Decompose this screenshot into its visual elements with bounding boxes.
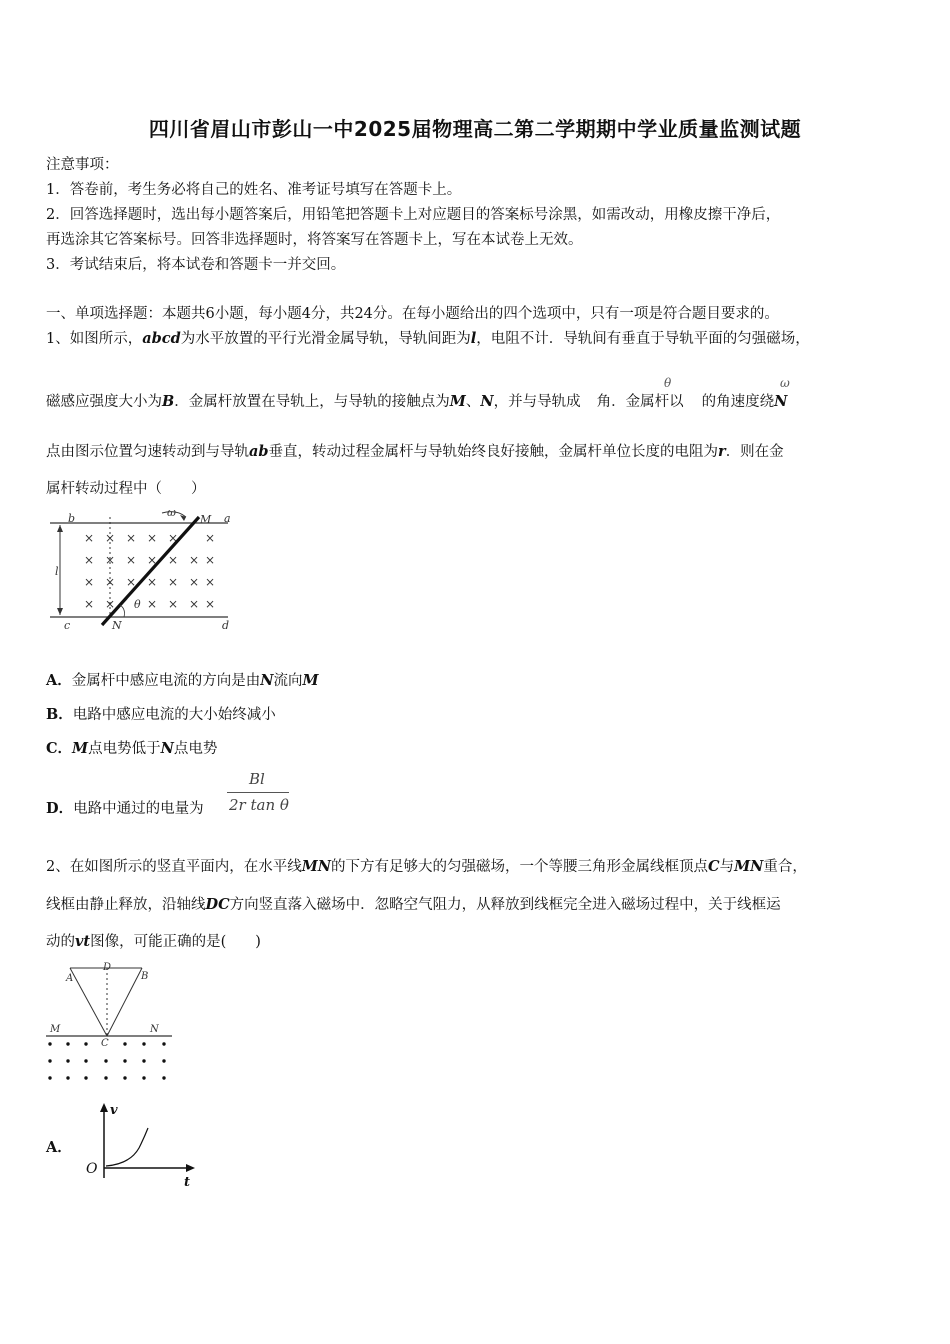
cross-mark: × — [105, 575, 116, 589]
field-dot — [48, 1059, 51, 1062]
label-N: N — [112, 619, 122, 632]
q1-option-a[interactable] — [46, 669, 319, 690]
q1-text: 垂直，转动过程金属杆与导轨始终良好接触，金属杆单位长度的电阻为 — [268, 444, 719, 460]
q1-text: 的角速度绕 — [701, 394, 775, 410]
q1-text: 为水平放置的平行光滑金属导轨，导轨间距为 — [180, 331, 471, 347]
q1-line-3 — [46, 440, 784, 461]
cross-mark: × — [168, 553, 179, 567]
option-label: C． — [46, 740, 73, 757]
q1-option-d[interactable] — [46, 797, 204, 818]
q2-text: 方向竖直落入磁场中．忽略空气阻力，从释放到线框完全进入磁场过程中，关于线框运 — [229, 897, 781, 913]
cross-mark: × — [105, 531, 116, 545]
label-l: l — [55, 565, 59, 578]
label-M: M — [50, 1024, 61, 1035]
q2-line-2 — [46, 893, 781, 914]
label-d: d — [222, 619, 230, 632]
theta-arc — [120, 605, 125, 617]
cross-mark: × — [205, 597, 216, 611]
q1-text: 、 — [465, 394, 481, 410]
label-t: t — [184, 1175, 191, 1190]
label-N: N — [150, 1024, 159, 1035]
section-heading: 一、单项选择题：本题共6小题，每小题4分，共24分。在每小题给出的四个选项中，只有一项是符合题目要求的。 — [46, 306, 779, 322]
q2-line-1 — [46, 855, 807, 876]
cross-mark: × — [84, 575, 95, 589]
q1-var: l — [470, 330, 477, 347]
notice-item-3: 3．考试结束后，将本试卷和答题卡一并交回。 — [46, 257, 346, 273]
cross-mark: × — [84, 531, 95, 545]
field-dot — [162, 1076, 165, 1079]
field-dot — [142, 1076, 145, 1079]
q2-var: MN — [734, 858, 764, 875]
field-dot — [66, 1076, 69, 1079]
q1-option-b[interactable] — [46, 703, 276, 724]
q1-var: r — [718, 443, 726, 460]
cross-mark: × — [84, 553, 95, 567]
cross-mark: × — [189, 575, 200, 589]
field-dot — [104, 1059, 107, 1062]
omega-symbol: ω — [780, 376, 790, 390]
triangle-left-edge — [70, 968, 107, 1036]
option-label: A． — [46, 1139, 72, 1156]
option-label: B． — [46, 706, 73, 723]
label-a: a — [224, 512, 231, 525]
field-dot — [162, 1042, 165, 1045]
q2-var: MN — [301, 858, 332, 875]
option-label: A． — [46, 672, 72, 689]
theta-symbol: θ — [664, 376, 672, 390]
field-dot — [48, 1076, 51, 1079]
cross-mark: × — [147, 553, 158, 567]
option-text: 点电势 — [173, 741, 218, 757]
q2-line-3 — [46, 930, 261, 951]
q1-text: 点由图示位置匀速转动到与导轨 — [46, 444, 249, 460]
label-D: D — [103, 962, 112, 973]
arrow-head-down — [57, 608, 63, 615]
option-text: 流向 — [273, 673, 303, 689]
cross-mark: × — [189, 597, 200, 611]
field-dot — [162, 1059, 165, 1062]
label-M: M — [200, 513, 212, 526]
label-theta: θ — [134, 598, 141, 611]
vt-curve — [106, 1128, 148, 1166]
cross-mark: × — [105, 553, 116, 567]
q1-text: 1、如图所示， — [46, 331, 143, 347]
cross-mark: × — [147, 575, 158, 589]
cross-mark: × — [126, 531, 137, 545]
label-b: b — [68, 512, 76, 525]
label-origin: O — [86, 1161, 98, 1177]
v-axis-arrow — [100, 1103, 108, 1112]
q2-text: 的下方有足够大的匀强磁场，一个等腰三角形金属线框顶点 — [331, 859, 709, 875]
q1-line-2 — [46, 390, 787, 411]
t-axis-arrow — [186, 1164, 195, 1172]
cross-mark: × — [105, 597, 116, 611]
cross-mark: × — [189, 553, 200, 567]
arrow-head-up — [57, 525, 63, 532]
triangle-right-edge — [107, 968, 142, 1036]
q1-var: N — [774, 393, 788, 410]
q2-text: 与 — [719, 859, 735, 875]
cross-mark: × — [147, 531, 158, 545]
option-text: 金属杆中感应电流的方向是由 — [71, 673, 261, 689]
cross-mark: × — [205, 531, 216, 545]
field-dot — [84, 1059, 87, 1062]
cross-mark: × — [168, 597, 179, 611]
label-v: v — [110, 1103, 118, 1118]
q2-text: 图像，可能正确的是( ) — [90, 934, 261, 950]
field-dot — [142, 1042, 145, 1045]
option-text: 电路中通过的电量为 — [73, 801, 204, 817]
field-dot — [123, 1076, 126, 1079]
option-var: N — [260, 672, 274, 689]
cross-mark: × — [126, 553, 137, 567]
q1-var: ab — [249, 443, 269, 460]
field-dot — [84, 1042, 87, 1045]
q2-triangle-diagram — [44, 958, 179, 1088]
field-dot — [84, 1076, 87, 1079]
notice-item-2-cont: 再选涂其它答案标号。回答非选择题时，将答案写在答题卡上，写在本试卷上无效。 — [46, 232, 583, 248]
q1-text: 磁感应强度大小为 — [46, 394, 162, 410]
notice-heading: 注意事项： — [46, 157, 119, 173]
q1-rail-diagram — [44, 505, 244, 635]
q2-option-a[interactable] — [46, 1136, 72, 1157]
q1-var: N — [480, 393, 494, 410]
q1-text: 角．金属杆以 — [596, 394, 684, 410]
q2-var: C — [708, 858, 720, 875]
option-text: 电路中感应电流的大小始终减小 — [72, 707, 276, 723]
q1-option-c[interactable] — [46, 737, 217, 758]
fraction-bar — [227, 792, 289, 793]
cross-mark: × — [168, 575, 179, 589]
label-c: c — [64, 619, 71, 632]
q2-var: vt — [75, 933, 91, 950]
q2-text: 动的 — [46, 934, 75, 950]
option-var: M — [302, 672, 319, 689]
q2-text: 重合， — [763, 859, 807, 875]
cross-mark: × — [168, 531, 179, 545]
q2-text: 线框由静止释放，沿轴线 — [46, 897, 206, 913]
charge-fraction — [227, 770, 291, 820]
field-dot — [142, 1059, 145, 1062]
q2-text: 2、在如图所示的竖直平面内，在水平线 — [46, 859, 302, 875]
option-var: M — [72, 740, 89, 757]
label-C: C — [101, 1038, 109, 1049]
cross-mark: × — [205, 575, 216, 589]
cross-mark: × — [147, 597, 158, 611]
cross-mark: × — [205, 553, 216, 567]
option-label: D． — [46, 800, 74, 817]
q1-text: ，并与导轨成 — [493, 394, 581, 410]
q1-line-1 — [46, 327, 810, 348]
q1-text: ，电阻不计．导轨间有垂直于导轨平面的匀强磁场， — [476, 331, 810, 347]
q1-var: M — [449, 393, 466, 410]
fraction-numerator: Bl — [249, 770, 265, 788]
field-dot — [123, 1042, 126, 1045]
fraction-denominator: 2r tan θ — [229, 796, 289, 814]
page-title: 四川省眉山市彭山一中2025届物理高二第二学期期中学业质量监测试题 — [148, 117, 802, 141]
q1-var: abcd — [142, 330, 181, 347]
field-dot — [123, 1059, 126, 1062]
field-dot — [66, 1042, 69, 1045]
notice-item-1: 1．答卷前，考生务必将自己的姓名、准考证号填写在答题卡上。 — [46, 182, 462, 198]
q1-text: ．金属杆放置在导轨上，与导轨的接触点为 — [174, 394, 450, 410]
q1-var: B — [162, 393, 175, 410]
field-dot — [48, 1042, 51, 1045]
label-B: B — [141, 971, 149, 982]
label-A: A — [66, 973, 74, 984]
cross-mark: × — [126, 575, 137, 589]
option-text: 点电势低于 — [88, 741, 161, 757]
cross-mark: × — [84, 597, 95, 611]
notice-item-2: 2．回答选择题时，选出每小题答案后，用铅笔把答题卡上对应题目的答案标号涂黑，如需改动，用橡皮擦干净后， — [46, 207, 781, 223]
q1-text: ．则在金 — [725, 444, 784, 460]
q2-var: DC — [205, 896, 230, 913]
field-dot — [104, 1076, 107, 1079]
q2-option-a-vt-graph — [84, 1098, 199, 1190]
field-dot — [66, 1059, 69, 1062]
label-omega: ω — [167, 506, 176, 519]
option-var: N — [160, 740, 174, 757]
q1-line-4: 属杆转动过程中（ ） — [46, 481, 206, 497]
